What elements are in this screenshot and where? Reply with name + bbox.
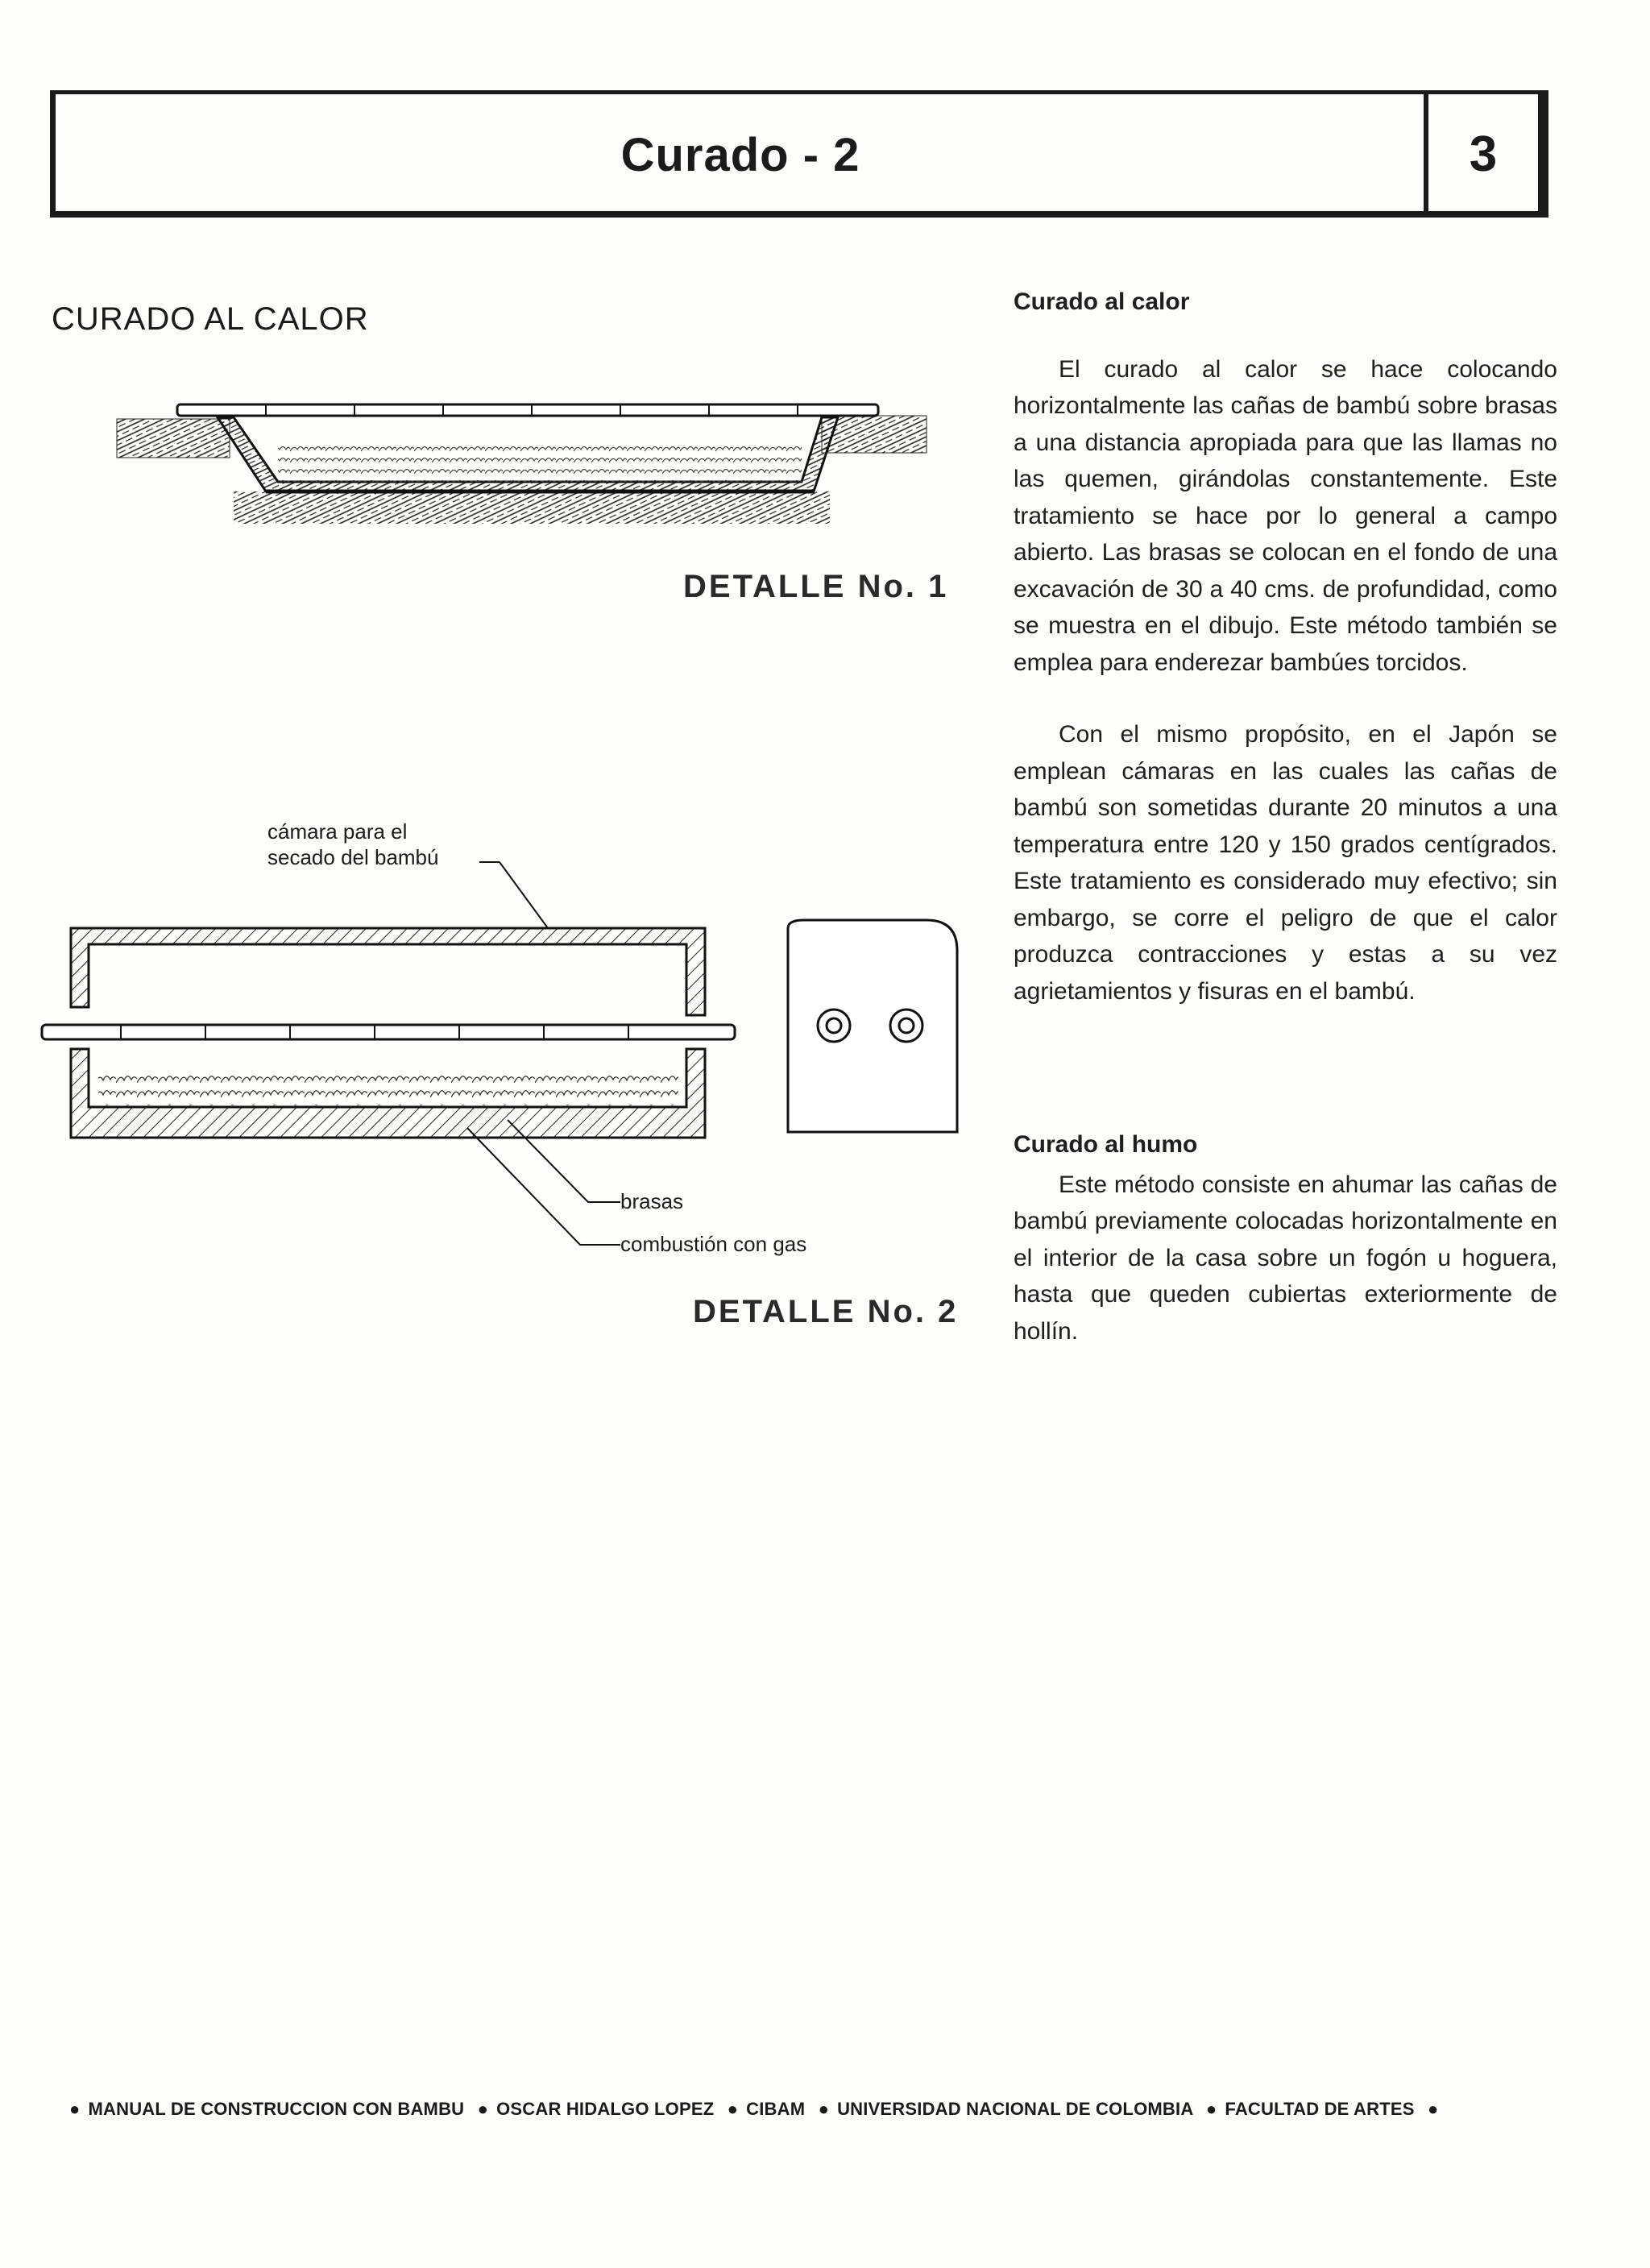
- footer-item-3: CIBAM: [746, 2099, 806, 2119]
- text-column: [1014, 284, 1557, 1010]
- label-chamber-line1: cámara para el: [267, 819, 408, 844]
- label-gas: combustión con gas: [620, 1232, 807, 1256]
- footer-item-1: MANUAL DE CONSTRUCCION CON BAMBU: [88, 2099, 465, 2119]
- detail-2-caption: DETALLE No. 2: [693, 1294, 959, 1329]
- heat-paragraph-2: Con el mismo propósito, en el Japón se emplean cámaras en las cuales las cañas de bambú son sometidas durante 20 minutos a una temperatura entre 120 y 150 grados centígrados. Este tratamiento es considerado muy efectivo; sin embargo, se corre el peligro de que el calor produzca contracciones y estas a su vez agrietamientos y fisuras en el bambú.: [1014, 721, 1557, 1005]
- page-number: 3: [1424, 90, 1544, 218]
- footer-item-5: FACULTAD DE ARTES: [1225, 2099, 1415, 2119]
- detail-1-illustration: [113, 387, 935, 540]
- smoke-section: [1014, 1126, 1557, 1350]
- heat-heading: Curado al calor: [1014, 288, 1190, 315]
- footer: ● MANUAL DE CONSTRUCCION CON BAMBU ● OSCAR HIDALGO LOPEZ ● CIBAM ● UNIVERSIDAD NACIONAL DE COLOMBIA ● FACULTAD DE ARTES ●: [69, 2099, 1439, 2119]
- page-header: [50, 90, 1548, 218]
- detail-2-illustration: [32, 838, 975, 1257]
- smoke-paragraph: Este método consiste en ahumar las cañas de bambú previamente colocadas horizontalmente en el interior de la casa sobre un fogón u hoguera, hasta que queden cubiertas exteriormente de hollín.: [1014, 1171, 1557, 1345]
- label-chamber: [267, 819, 438, 870]
- detail-1-caption: DETALLE No. 1: [683, 569, 949, 604]
- smoke-heading: Curado al humo: [1014, 1131, 1198, 1158]
- footer-item-2: OSCAR HIDALGO LOPEZ: [496, 2099, 715, 2119]
- section-heading: CURADO AL CALOR: [52, 301, 369, 337]
- label-chamber-line2: secado del bambú: [267, 845, 439, 869]
- page-title: Curado - 2: [620, 128, 860, 181]
- label-brasas: brasas: [620, 1189, 684, 1213]
- footer-item-4: UNIVERSIDAD NACIONAL DE COLOMBIA: [837, 2099, 1193, 2119]
- heat-paragraph-1: El curado al calor se hace colocando horizontalmente las cañas de bambú sobre brasas a una distancia apropiada para que las llamas no las quemen, girándolas constantemente. Este tratamiento se hace por lo general a campo abierto. Las brasas se colocan en el fondo de una excavación de 30 a 40 cms. de profundidad, como se muestra en el dibujo. Este método también se emplea para enderezar bambúes torcidos.: [1014, 355, 1557, 676]
